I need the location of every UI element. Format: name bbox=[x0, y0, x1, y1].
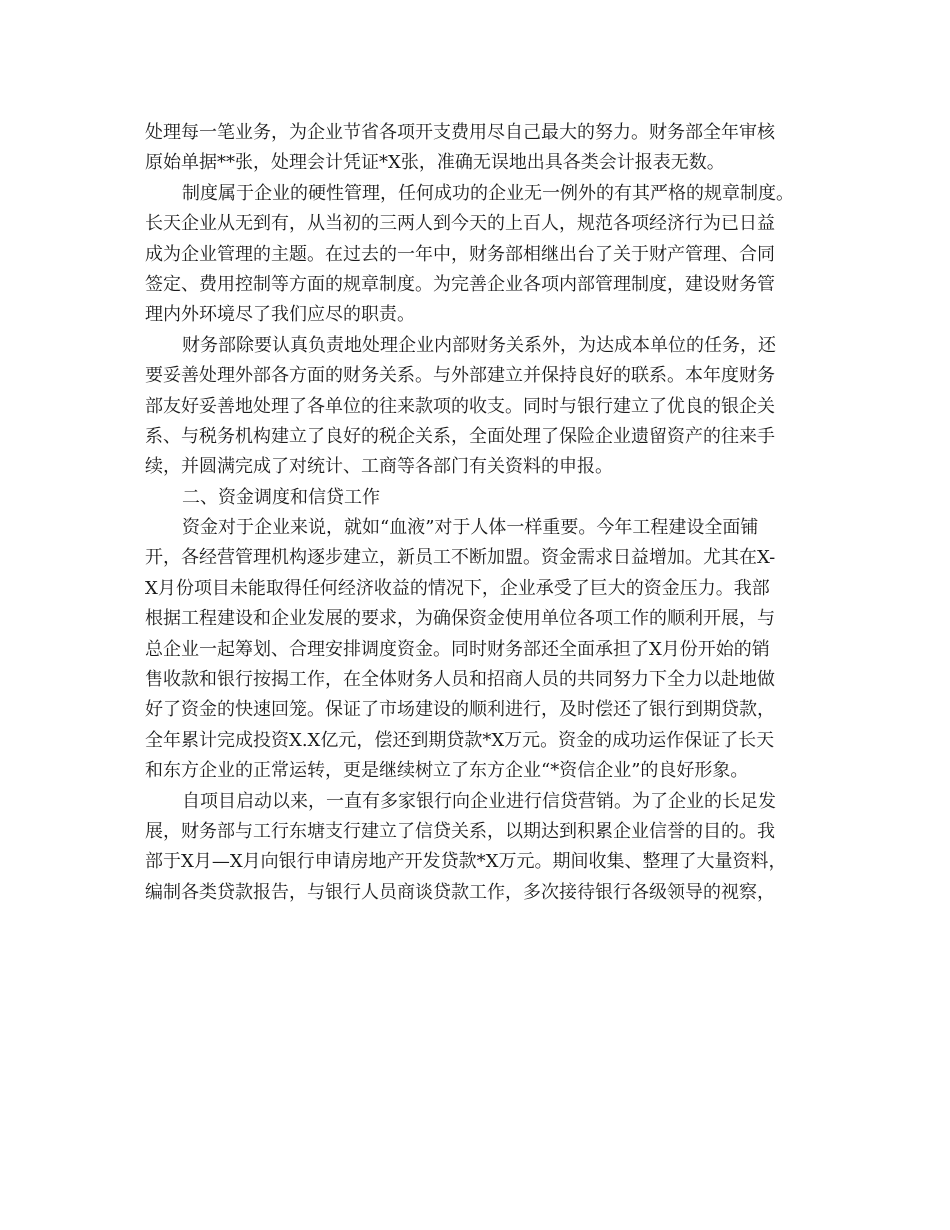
text-line: 好了资金的快速回笼。保证了市场建设的顺利进行，及时偿还了银行到期贷款， bbox=[145, 699, 775, 721]
text-line: 理内外环境尽了我们应尽的职责。 bbox=[145, 304, 415, 326]
text-line: 系、与税务机构建立了良好的税企关系，全面处理了保险企业遗留资产的往来手 bbox=[145, 425, 775, 447]
text-line: X月份项目未能取得任何经济收益的情况下，企业承受了巨大的资金压力。我部 bbox=[145, 577, 770, 599]
text-line: 和东方企业的正常运转，更是继续树立了东方企业“*资信企业”的良好形象。 bbox=[145, 760, 749, 782]
text-line: 制度属于企业的硬性管理，任何成功的企业无一例外的有其严格的规章制度。 bbox=[182, 182, 794, 204]
text-line: 售收款和银行按揭工作，在全体财务人员和招商人员的共同努力下全力以赴地做 bbox=[145, 669, 775, 691]
text-line: 自项目启动以来，一直有多家银行向企业进行信贷营销。为了企业的长足发 bbox=[182, 790, 776, 812]
text-line: 处理每一笔业务，为企业节省各项开支费用尽自己最大的努力。财务部全年审核 bbox=[145, 122, 775, 143]
text-line: 编制各类贷款报告，与银行人员商谈贷款工作，多次接待银行各级领导的视察， bbox=[145, 881, 775, 903]
text-line: 总企业一起筹划、合理安排调度资金。同时财务部还全面承担了X月份开始的销 bbox=[145, 638, 770, 660]
text-line: 续，并圆满完成了对统计、工商等各部门有关资料的申报。 bbox=[145, 456, 613, 478]
text-line: 要妥善处理外部各方面的财务关系。与外部建立并保持良好的联系。本年度财务 bbox=[145, 365, 775, 387]
text-line: 部友好妥善地处理了各单位的往来款项的收支。同时与银行建立了优良的银企关 bbox=[145, 395, 775, 417]
text-line: 财务部除要认真负责地处理企业内部财务关系外，为达成本单位的任务，还 bbox=[182, 334, 776, 356]
text-line: 部于X月—X月向银行申请房地产开发贷款*X万元。期间收集、整理了大量资料， bbox=[145, 851, 787, 873]
text-line: 资金对于企业来说，就如“血液”对于人体一样重要。今年工程建设全面铺 bbox=[182, 517, 759, 539]
text-line: 开，各经营管理机构逐步建立，新员工不断加盟。资金需求日益增加。尤其在X- bbox=[145, 547, 776, 569]
text-line: 全年累计完成投资X.X亿元，偿还到期贷款*X万元。资金的成功运作保证了长天 bbox=[145, 729, 775, 751]
text-line: 展，财务部与工行东塘支行建立了信贷关系，以期达到积累企业信誉的目的。我 bbox=[145, 820, 775, 842]
text-line: 原始单据**张，处理会计凭证*X张，准确无误地出具各类会计报表无数。 bbox=[145, 152, 725, 174]
text-line: 二、资金调度和信贷工作 bbox=[182, 486, 380, 508]
body-text bbox=[145, 118, 815, 908]
text-line: 成为企业管理的主题。在过去的一年中，财务部相继出台了关于财产管理、合同 bbox=[145, 243, 775, 265]
text-line: 签定、费用控制等方面的规章制度。为完善企业各项内部管理制度，建设财务管 bbox=[145, 273, 775, 295]
text-line: 根据工程建设和企业发展的要求，为确保资金使用单位各项工作的顺利开展，与 bbox=[145, 608, 775, 630]
text-line: 长天企业从无到有，从当初的三两人到今天的上百人，规范各项经济行为已日益 bbox=[145, 213, 775, 235]
